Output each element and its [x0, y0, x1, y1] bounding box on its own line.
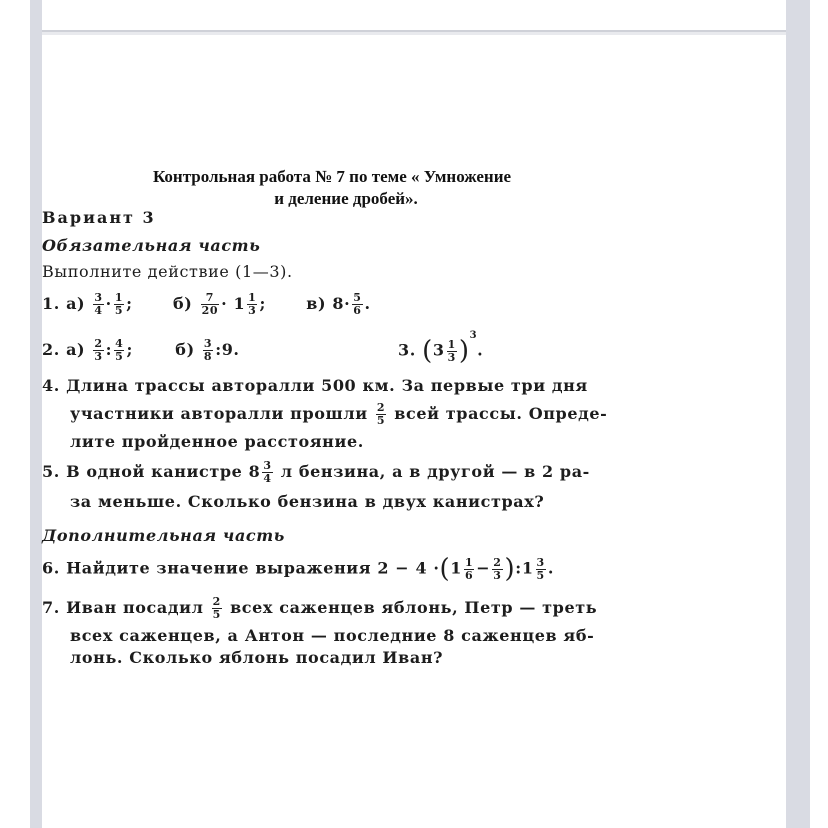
fraction: $\frac{2}{3}$ — [493, 555, 502, 582]
task-1b-label: б) — [172, 294, 193, 313]
left-gutter — [30, 0, 42, 828]
task-5-line-2: за меньше. Сколько бензина в двух канистрах? — [70, 492, 545, 511]
task-2b-label: б) — [175, 340, 195, 359]
task-7-line-1: 7. Иван посадил $\frac{2}{5}$ всех саженцев яблонь, Петр — треть — [42, 595, 598, 621]
page-title — [42, 166, 622, 210]
task-number: 4. — [42, 376, 60, 395]
fraction: $\frac{2}{5}$ — [376, 401, 386, 427]
fraction: $\frac{2}{5}$ — [212, 595, 221, 621]
fraction: $\frac{1}{6}$ — [465, 555, 474, 582]
task-4-line-1: 4. Длина трассы авторалли 500 км. За первые три дня — [42, 376, 588, 395]
task-7-line-3: лонь. Сколько яблонь посадил Иван? — [70, 648, 444, 667]
task-number: 6. — [42, 558, 60, 578]
task-2: 2. а) $\frac{2}{3}$ : $\frac{4}{5}$ ; б) $\frac{3}{8}$ :9. — [42, 337, 240, 363]
variant-label: Вариант 3 — [42, 208, 156, 227]
fraction: $\frac{3}{8}$ — [203, 337, 213, 363]
fraction: $\frac{3}{4}$ — [94, 291, 103, 317]
task-1c-label: в) — [306, 294, 327, 313]
title-line-1: Контрольная работа № 7 по теме « Умножение — [152, 167, 512, 186]
task-3: 3. (3 $\frac{1}{3}$ )$^3$. — [398, 330, 484, 366]
right-frame — [810, 0, 828, 828]
task-2a-label: а) — [66, 340, 86, 359]
fraction: $\frac{1}{3}$ — [248, 291, 257, 317]
left-frame — [0, 0, 30, 828]
task-number: 1. — [42, 294, 60, 313]
document-page — [42, 0, 786, 828]
task-number: 3. — [398, 340, 416, 360]
task-4-line-2: участники авторалли прошли $\frac{2}{5}$ всей трассы. Опреде- — [70, 401, 608, 427]
fraction: $\frac{1}{5}$ — [114, 291, 124, 317]
fraction: $\frac{3}{4}$ — [263, 459, 272, 485]
task-number: 2. — [42, 340, 60, 359]
page-divider — [42, 32, 786, 35]
section-required-heading: Обязательная часть — [42, 236, 261, 255]
section-extra-heading: Дополнительная часть — [42, 526, 285, 545]
task-number: 7. — [42, 598, 60, 617]
right-gutter — [786, 0, 810, 828]
fraction: $\frac{4}{5}$ — [115, 337, 124, 363]
fraction: $\frac{5}{6}$ — [353, 291, 362, 317]
task-6: 6. Найдите значение выражения 2 − 4 ·(1 $\frac{1}{6}$ − $\frac{2}{3}$ ):1 $\frac{3}{5}$ . — [42, 554, 554, 584]
fraction: $\frac{1}{3}$ — [447, 337, 456, 364]
task-7-line-2: всех саженцев, а Антон — последние 8 саженцев яб- — [70, 626, 595, 645]
task-1: 1. а) $\frac{3}{4}$ · $\frac{1}{5}$ ; б) $\frac{7}{20}$ · 1 $\frac{1}{3}$ ; в) 8· $\frac{5}{6}$ . — [42, 291, 371, 317]
task-number: 5. — [42, 462, 60, 481]
fraction: $\frac{3}{5}$ — [536, 555, 545, 582]
title-line-2: и деление дробей». — [274, 189, 418, 208]
instruction-text: Выполните действие (1—3). — [42, 262, 293, 281]
task-4-line-3: лите пройденное расстояние. — [70, 432, 364, 451]
fraction: $\frac{2}{3}$ — [94, 337, 103, 363]
page-top-band — [42, 0, 786, 32]
task-5-line-1: 5. В одной канистре 8 $\frac{3}{4}$ л бензина, а в другой — в 2 ра- — [42, 459, 590, 485]
task-1a-label: а) — [66, 294, 86, 313]
fraction: $\frac{7}{20}$ — [201, 291, 219, 317]
